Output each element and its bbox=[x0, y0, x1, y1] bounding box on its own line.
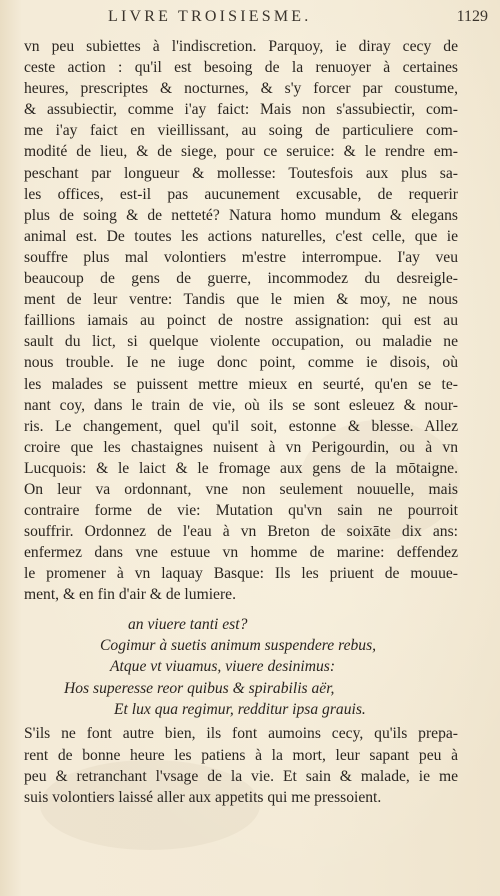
text-line: le promener à vn laquay Basque: Ils les priuent de mouue- bbox=[24, 565, 458, 583]
text-line: Lucquois: & le laict & le fromage aux gens de la mōtaigne. bbox=[24, 459, 458, 477]
verse-line: Atque vt viuamus, viuere desinimus: bbox=[110, 658, 336, 676]
text-line: souffre plus mal volontiers m'estre interrompue. I'ay veu bbox=[24, 248, 458, 266]
latin-verse-quotation bbox=[24, 614, 458, 721]
text-line: On leur va ordonnant, vne non seulement nouuelle, mais bbox=[24, 480, 458, 498]
closing-paragraph bbox=[24, 723, 458, 807]
text-line: rent de bonne heure les patiens à la mort, leur sapant peu à bbox=[24, 746, 458, 764]
page-number: 1129 bbox=[456, 8, 488, 25]
text-line: ceste action : qu'il est besoing de la renuoyer à certaines bbox=[24, 59, 458, 77]
text-line: sault du lict, si quelque violente occupation, ou maladie ne bbox=[24, 333, 458, 351]
text-line: contraire forme de vie: Mutation qu'vn sain ne pourroit bbox=[24, 502, 458, 520]
text-line: ris. Le changement, quel qu'il soit, estonne & blesse. Allez bbox=[24, 417, 458, 435]
text-line: ment de leur ventre: Tandis que le mien & moy, ne nous bbox=[24, 291, 458, 309]
text-line: faillions iamais au poinct de nostre assignation: qui est au bbox=[24, 312, 458, 330]
text-line: les malades se puissent mettre mieux en seurté, qu'en se te- bbox=[24, 375, 458, 393]
page-header bbox=[108, 8, 488, 30]
text-line: animal est. De toutes les actions naturelles, c'est celle, que ie bbox=[24, 227, 458, 245]
text-line: peu & retranchant l'vsage de la vie. Et sain & malade, ie me bbox=[24, 767, 458, 785]
text-line: souffrir. Ordonnez de l'eau à vn Breton de soixāte dix ans: bbox=[24, 523, 458, 541]
text-line: beaucoup de gens de guerre, incommodez du desreigle- bbox=[24, 270, 458, 288]
text-line: suis volontiers laissé aller aux appetits qui me pressoient. bbox=[24, 788, 382, 806]
text-line: croire que les chastaignes nuisent à vn Perigourdin, ou à vn bbox=[24, 438, 458, 456]
text-line: les offices, est-il pas aucunement excusable, de requerir bbox=[24, 185, 458, 203]
verse-line: an viuere tanti est? bbox=[128, 615, 248, 633]
text-line: & assubiectir, comme i'ay faict: Mais non s'assubiectir, com- bbox=[24, 101, 458, 119]
text-line: nous trouble. Ie ne iuge donc point, comme ie disois, où bbox=[24, 354, 458, 372]
text-line: heures, prescriptes & nocturnes, & s'y forcer par coustume, bbox=[24, 80, 458, 98]
text-line: modité de lieu, & de siege, pour ce seruice: & le rendre em- bbox=[24, 143, 458, 161]
text-line: me i'ay faict en vieillissant, au soing de particuliere com- bbox=[24, 122, 458, 140]
verse-line: Et lux qua regimur, redditur ipsa grauis. bbox=[114, 701, 366, 719]
text-line: peschant par longueur & mollesse: Toutesfois aux plus sa- bbox=[24, 164, 458, 182]
prose-paragraph bbox=[24, 36, 458, 606]
main-text bbox=[24, 36, 458, 808]
running-head: LIVRE TROISIESME. bbox=[108, 8, 312, 25]
text-line: ment, & en fin d'air & de lumiere. bbox=[24, 586, 236, 604]
text-line: enfermez dans vne estuue vn homme de marine: deffendez bbox=[24, 544, 458, 562]
text-line: vn peu subiettes à l'indiscretion. Parquoy, ie diray cecy de bbox=[24, 38, 458, 55]
text-line: nant coy, dans le train de vie, où ils se sont esleuez & nour- bbox=[24, 396, 458, 414]
verse-line: Cogimur à suetis animum suspendere rebus, bbox=[100, 636, 377, 654]
text-line: plus de soing & de netteté? Natura homo mundum & elegans bbox=[24, 206, 458, 224]
verse-line: Hos superesse reor quibus & spirabilis aër, bbox=[64, 679, 335, 697]
text-line: S'ils ne font autre bien, ils font aumoins cecy, qu'ils prepa- bbox=[24, 725, 458, 743]
